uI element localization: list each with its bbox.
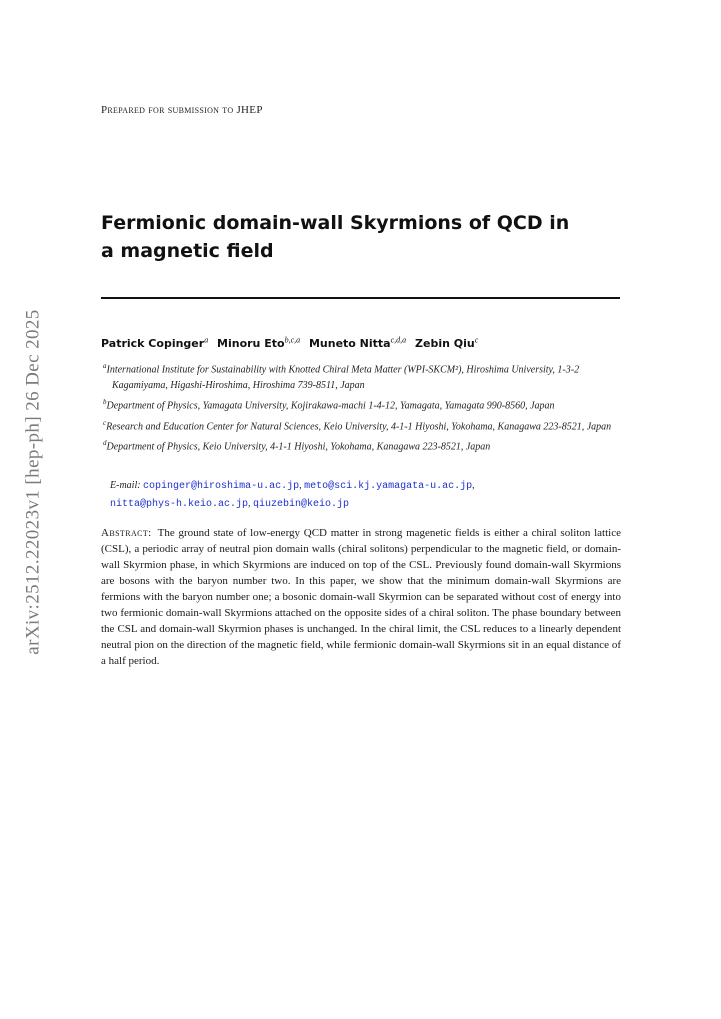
email-label: E-mail:: [110, 480, 141, 491]
affiliation: $^c$Research and Education Center for Natural Sciences, Keio University, 4-1-1 Hiyoshi, Yokohama, Kanagawa 223-8521, Japan: [103, 418, 612, 432]
email-link[interactable]: qiuzebin@keio.jp: [253, 499, 350, 510]
author: Muneto Nitta$^{c,d,a}$: [308, 335, 407, 350]
arxiv-stamp: [18, 292, 50, 672]
submission-note: Prepared for submission to JHEP: [101, 104, 263, 116]
title-rule: [101, 297, 620, 299]
affiliation: $^a$International Institute for Sustainability with Knotted Chiral Meta Matter (WPI-SKCM²), Hiroshima University, 1-3-2 Kagamiyama, Higashi-Hiroshima, Hiroshima 739-8511, Japan: [103, 362, 580, 392]
affiliation-list: [103, 358, 623, 455]
abstract-text: The ground state of low-energy QCD matter in strong magenetic fields is either a chiral soliton lattice (CSL), a periodic array of neutral pion domain walls (chiral solitons) perpendicular to the magnetic field, or domain-wall Skyrmion phase, in which Skyrmions are induced on top of the CSL. Previously found domain-wall Skyrmions are bosons with the baryon number two. In this paper, we show that the minimum domain-wall Skyrmions are fermions with the baryon number one; a bosonic domain-wall Skyrmion can be separated without cost of energy into two fermionic domain-wall Skyrmions attached on the opposite sides of a chiral soliton. The phase boundary between the CSL and domain-wall Skyrmion phases is unchanged. In the chiral limit, the CSL reduces to a linearly dependent neutral pion on the direction of the magnetic field, while fermionic domain-wall Skyrmions sit in an equal distance of a half period.: [101, 527, 621, 667]
email-block: E-mail: copinger@hiroshima-u.ac.jp, meto@sci.kj.yamagata-u.ac.jp, nitta@phys-h.keio.ac.jp, qiuzebin@keio.jp: [110, 480, 475, 510]
author: Minoru Eto$^{b,c,a}$: [217, 335, 301, 350]
abstract-heading: Abstract:: [101, 527, 152, 539]
paper-title: Fermionic domain-wall Skyrmions of QCD in a magnetic field: [101, 212, 570, 262]
affiliation: $^d$Department of Physics, Keio University, 4-1-1 Hiyoshi, Yokohama, Kanagawa 223-8521, Japan: [103, 438, 491, 453]
email-link[interactable]: copinger@hiroshima-u.ac.jp: [143, 481, 300, 492]
author: Zebin Qiu$^c$: [415, 335, 479, 350]
email-link[interactable]: meto@sci.kj.yamagata-u.ac.jp: [304, 481, 473, 492]
author-list: [101, 335, 621, 350]
abstract: [101, 525, 621, 669]
author: Patrick Copinger$^a$: [101, 335, 209, 350]
arxiv-id: arXiv:2512.22023v1 [hep-ph] 26 Dec 2025: [23, 309, 44, 655]
affiliation: $^b$Department of Physics, Yamagata University, Kojirakawa-machi 1-4-12, Yamagata, Yamagata 990-8560, Japan: [103, 398, 555, 412]
email-link[interactable]: nitta@phys-h.keio.ac.jp: [110, 499, 249, 510]
